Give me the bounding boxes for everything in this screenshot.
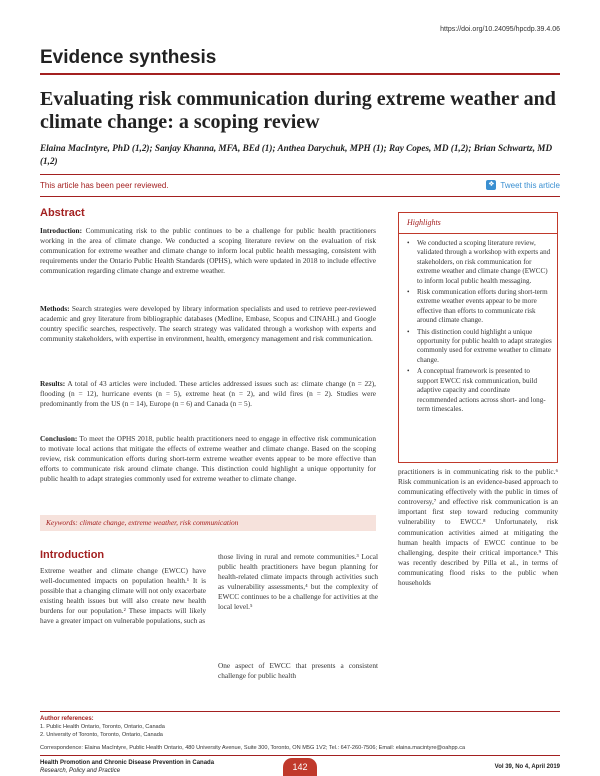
authors-divider — [40, 174, 560, 175]
section-label: Evidence synthesis — [40, 47, 217, 68]
intro-column-2a: those living in rural and remote communities.³ Local public health practitioners have begun planning for health-related climate impacts through activities such as vulnerability assessments,⁴ but the complexity of EWCC continues to be a challenge for activities at the local level.⁵ — [218, 552, 378, 612]
peer-divider — [40, 196, 560, 197]
highlight-item: • This distinction could highlight a unique opportunity for public health to adapt strategies commonly used for extreme weather to climate change. — [407, 328, 552, 366]
abstract-results — [40, 379, 376, 409]
journal-name: Health Promotion and Chronic Disease Prevention in Canada — [40, 760, 215, 766]
intro-column-1: Extreme weather and climate change (EWCC) have well-documented impacts on population health.¹ It is possible that a changing climate will not only exacerbate existing health issues but will also create new health burdens for our population.² These impacts will likely have a greater impact on vulnerable populations, such as — [40, 566, 206, 626]
highlight-item: • A conceptual framework is presented to support EWCC risk communication, build adaptive capacity and coordinate recommended actions across short- and long-term timescales. — [407, 367, 552, 414]
peer-review-note: This article has been peer reviewed. — [40, 181, 169, 190]
volume-info: Vol 39, No 4, April 2019 — [494, 764, 560, 770]
highlights-list — [407, 239, 552, 416]
tweet-label: Tweet this article — [500, 180, 560, 190]
journal-subtitle: Research, Policy and Practice — [40, 768, 121, 774]
highlight-item: • We conducted a scoping literature review, validated through a workshop with experts and stakeholders, on risk communication for extreme weather and climate change (EWCC) to inform local public health messaging. — [407, 239, 552, 286]
intro-column-2b: One aspect of EWCC that presents a consistent challenge for public health — [218, 661, 378, 681]
author-list: Elaina MacIntyre, PhD (1,2); Sanjay Khanna, MFA, BEd (1); Anthea Darychuk, MPH (1); Ray Copes, MD (1,2); Brian Schwartz, MD (1,2) — [40, 143, 553, 166]
abstract-label: Methods: — [40, 304, 70, 313]
affiliation-item: 2. University of Toronto, Toronto, Ontario, Canada — [40, 732, 163, 738]
abstract-conclusion — [40, 434, 376, 484]
footer-divider — [40, 711, 560, 712]
twitter-icon: ❖ — [488, 181, 495, 188]
abstract-text: Communicating risk to the public continues to be a challenge for public health practitioners working in the area of climate change. We conducted a scoping literature review on the evaluation of risk communication for extreme weather and climate change to inform local public health messaging, consistent with requirements under the Ontario Public Health Standards (OPHS), which were updated in 2018 to include effective communication regarding climate change and extreme weather. — [40, 226, 376, 276]
keywords-bar: Keywords: climate change, extreme weather, risk communication — [40, 515, 376, 531]
affiliations-heading: Author references: — [40, 716, 94, 722]
introduction-heading: Introduction — [40, 549, 105, 561]
doi-link[interactable]: https://doi.org/10.24095/hpcdp.39.4.06 — [440, 26, 560, 33]
abstract-text: Search strategies were developed by library information specialists and used to retrieve peer-reviewed academic and grey literature from bibliographic databases (Medline, Embase, Scopus and CINAHL) and Google country specific searches, respectively. The search strategy was validated through a workshop with experts and community stakeholders, with expertise in environment, health, emergency management and risk communication. — [40, 304, 376, 344]
highlight-item: • Risk communication efforts during short-term extreme weather events appear to be more effective than efforts to communicate risk around climate change. — [407, 288, 552, 326]
abstract-methods — [40, 304, 376, 344]
highlights-heading: Highlights — [407, 218, 441, 227]
tweet-link[interactable] — [486, 180, 560, 190]
abstract-label: Introduction: — [40, 226, 83, 235]
abstract-label: Conclusion: — [40, 434, 78, 443]
highlights-box — [398, 212, 558, 463]
affiliation-item: 1. Public Health Ontario, Toronto, Ontario, Canada — [40, 724, 165, 730]
abstract-heading: Abstract — [40, 207, 85, 219]
abstract-label: Results: — [40, 379, 66, 388]
bottom-divider — [40, 755, 560, 756]
abstract-introduction — [40, 226, 376, 276]
article-title: Evaluating risk communication during extreme weather and climate change: a scoping review — [40, 88, 556, 133]
highlights-divider — [399, 233, 557, 234]
abstract-text: A total of 43 articles were included. These articles addressed issues such as: climate change (n = 22), flooding (n = 12), hurricane events (n = 5), extreme heat (n = 2), and wild fires (n = 2). Studies were predominantly from the US (n = 14), Europe (n = 6) and Canada (n = 5). — [40, 379, 376, 409]
header-divider — [40, 73, 560, 75]
abstract-text: To meet the OPHS 2018, public health practitioners need to engage in effective risk communication to motivate local actions that mitigate the effects of extreme weather and climate change. Based on the scoping review, risk communication efforts during short-term extreme weather events appear to be more effective than efforts to communicate risk around climate change. This distinction could highlight a unique opportunity for public health to adapt strategies commonly used for extreme weather to climate change. — [40, 434, 376, 484]
page-number: 142 — [283, 758, 317, 776]
correspondence: Correspondence: Elaina MacIntyre, Public Health Ontario, 480 University Avenue, Suite 300, Toronto, ON M5G 1V2; Tel.: 647-260-7506; Email: elaina.macintyre@oahpp.ca — [40, 745, 466, 751]
intro-column-3: practitioners is in communicating risk to the public.⁶ Risk communication is an evidence-based approach to communicating effectively with the public in times of controversy,⁷ and effective risk communication is an important first step toward reducing community vulnerability to EWCC.⁸ Unfortunately, risk communication activities aimed at mitigating the human health impacts of EWCC continue to be challenging, despite their critical importance.⁹ This was recently described by Pilla et al., in terms of communicating flood risks to the public when households — [398, 467, 558, 588]
